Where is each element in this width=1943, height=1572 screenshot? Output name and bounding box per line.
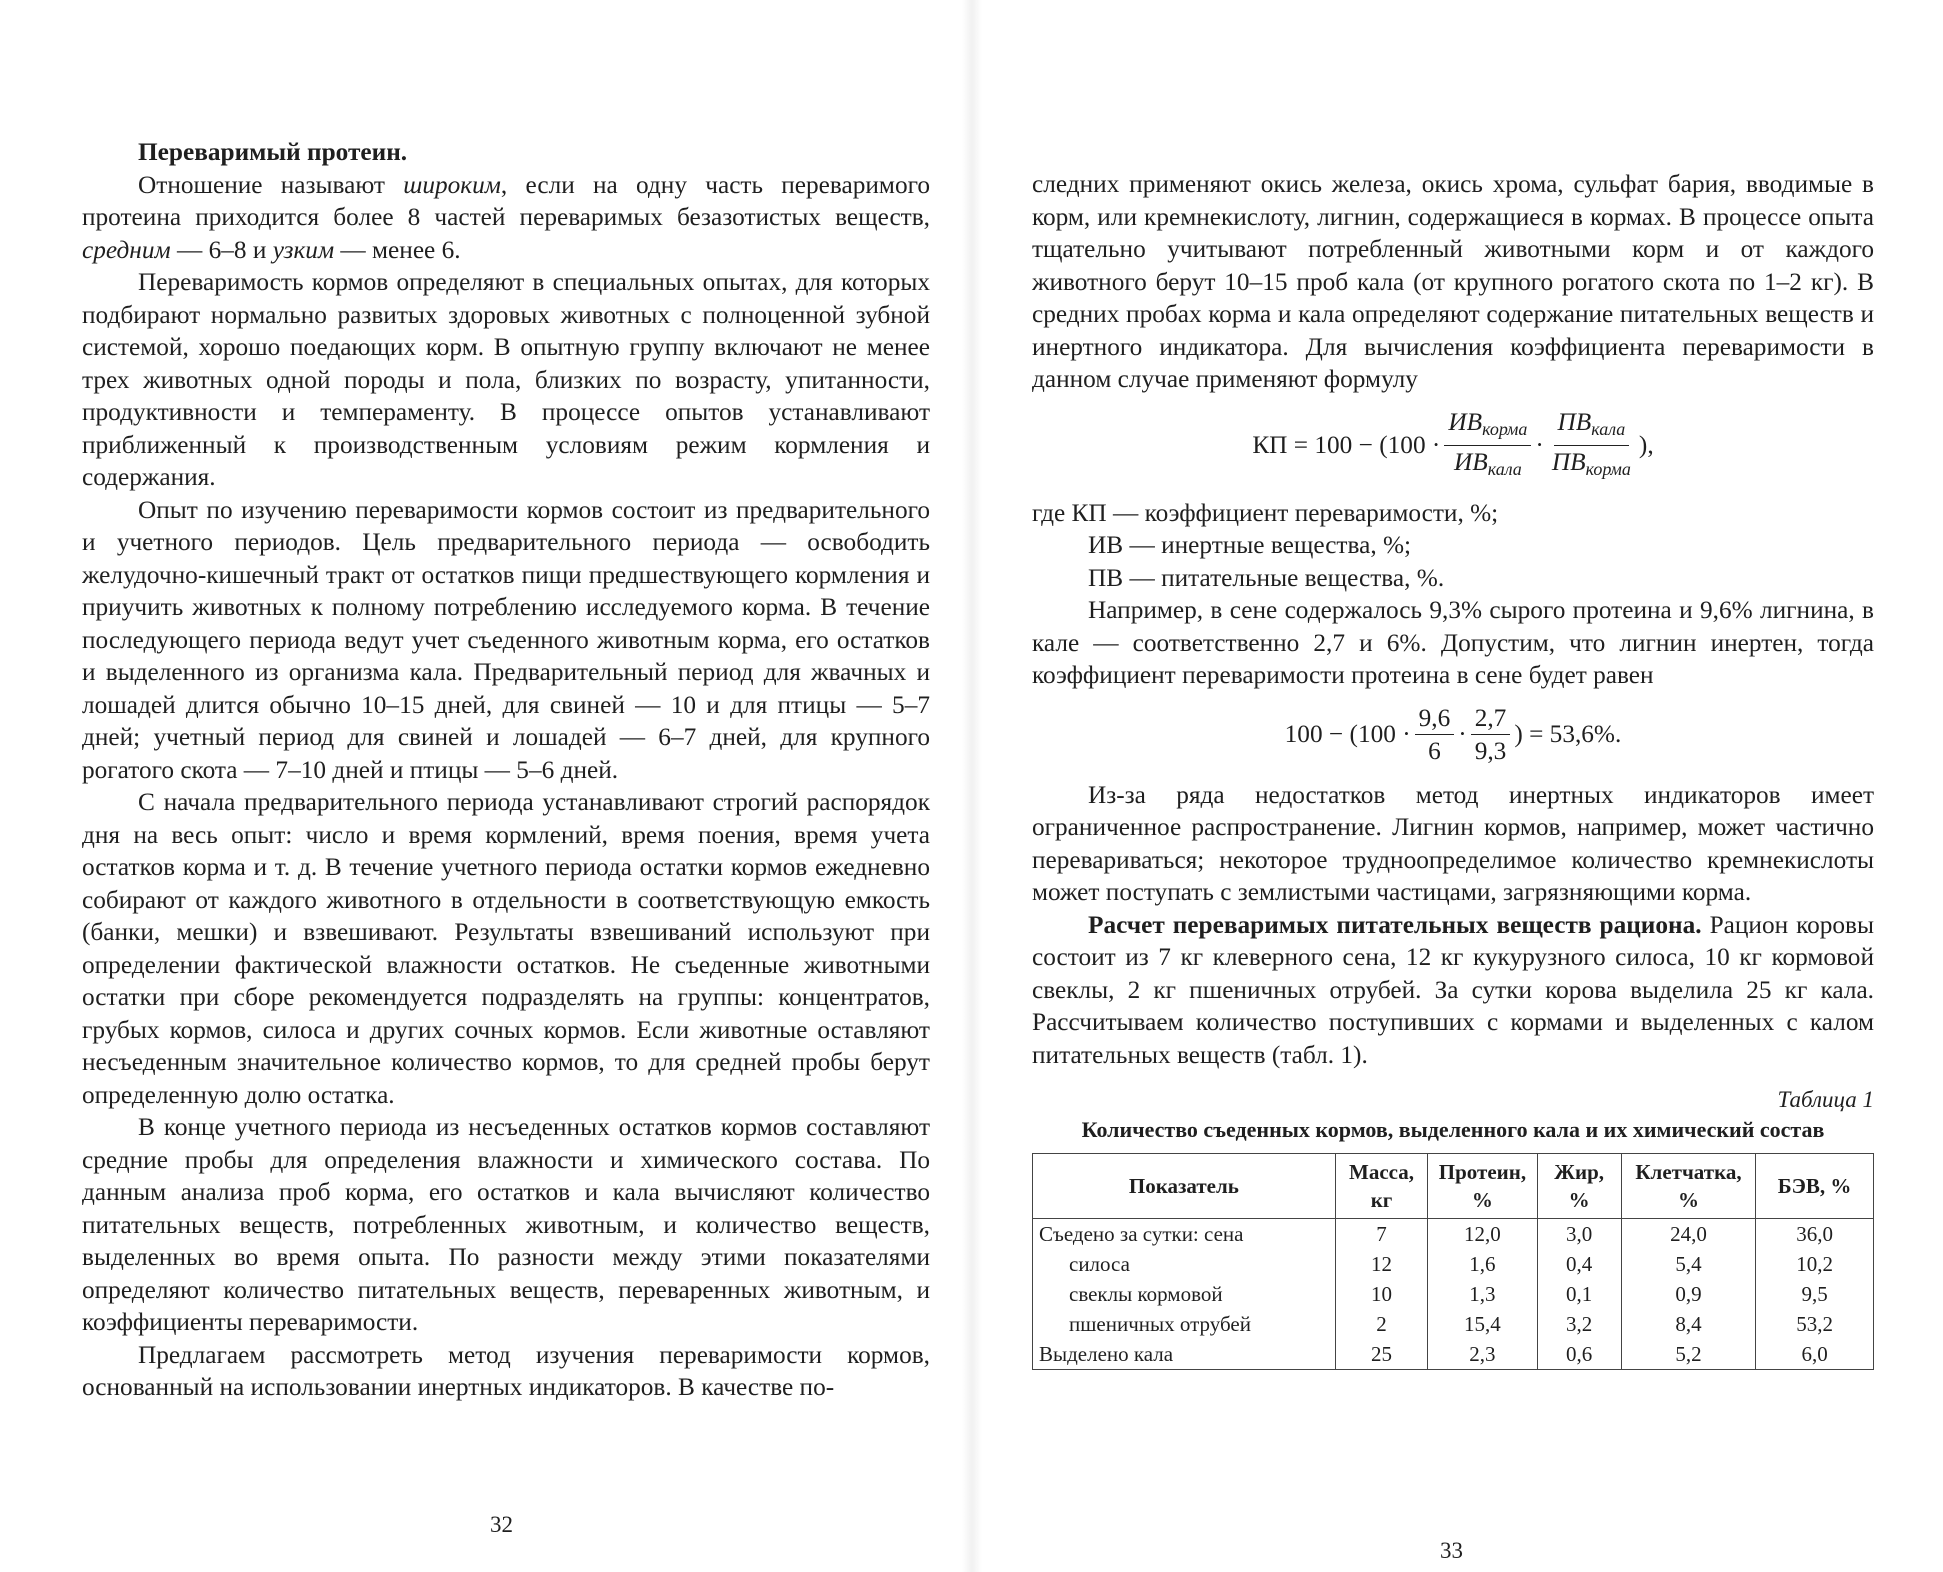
formula-digestibility-coefficient: КП = 100 − (100 · $\frac{ИВ_{корма}}{ИВ_{кала}}$ · $\frac{ПВ_{кала}}{ПВ_{корма}}$ ), [1032,406,1874,485]
definition-iv: ИВ — инертные вещества, %; [1088,531,1412,559]
header-fiber: Клетчатка, % [1621,1154,1756,1219]
paragraph-indicators: следних применяют окись железа, окись хрома, сульфат бария, вводимые в корм, или кремнекислоту, лигнин, содержащиеся в кормах. В процессе опыта тщательно учитывают потребленный животными корм и от каждого животного берут 10–15 проб кала (от крупного рогатого скота по 1–2 кг). В средних пробах корма и кала определяют содержание питательных веществ и инертного индикатора. Для вычисления коэффициента переваримости в данном случае применяют формулу [1032,170,1874,393]
definition-kp: где КП — коэффициент переваримости, %; [1032,498,1499,527]
page-number-right: 33 [1440,1538,1463,1563]
header-fat: Жир, % [1537,1154,1621,1219]
right-page-text [1032,168,1874,1370]
paragraph-ratio: Отношение называют широким, если на одну часть переваримого протеина приходится более 8 частей переваримых безазотистых веществ, средним — 6–8 и узким — менее 6. [82,170,930,264]
feed-composition-table [1032,1153,1874,1370]
fraction-inert: $\frac{ИВ_{корма}}{ИВ_{кала}}$ [1444,406,1531,485]
table-row: Выделено кала 25 2,3 0,6 5,2 6,0 [1033,1339,1874,1370]
fraction-protein: $\frac{2,7}{9,3}$ [1471,702,1511,767]
paragraph-inert-method: Предлагаем рассмотреть метод изучения переваримости кормов, основанный на использовании инертных индикаторов. В качестве по- [82,1340,930,1401]
header-nfe: БЭВ, % [1756,1154,1874,1219]
section-heading: Переваримый протеин. [138,138,408,166]
table-title: Количество съеденных кормов, выделенного кала и их химический состав [1081,1117,1825,1142]
paragraph-experiment: Опыт по изучению переваримости кормов состоит из предварительного и учетного периодов. Цель предварительного периода — освободить желудочно-кишечный тракт от остатков пищи предшествующего кормления и приучить животных к полному потреблению исследуемого корма. В течение последующего периода ведут учет съеденного животным корма, его остатков и выделенного из организма кала. Предварительный период для жвачных и лошадей длится обычно 10–15 дней, для свиней — 10 и для птицы — 5–7 дней; учетный период для свиней и лошадей — 6–7 дней, для крупного рогатого скота — 7–10 дней и птицы — 5–6 дней. [82,495,930,784]
fraction-nutrient: $\frac{ПВ_{кала}}{ПВ_{корма}}$ [1551,407,1631,479]
fraction-lignin: $\frac{9,6}{6}$ [1415,702,1455,767]
paragraph-limitations: Из-за ряда недостатков метод инертных индикаторов имеет ограниченное распространение. Лигнин кормов, например, может частично перевариваться; некоторое трудноопределимое количество кремнекислоты может поступать с землистыми частицами, загрязняющими корма. [1032,780,1874,906]
header-mass: Масса, кг [1335,1154,1428,1219]
table-row: пшеничных отрубей 2 15,4 3,2 8,4 53,2 [1033,1309,1874,1339]
paragraph-samples: В конце учетного периода из несъеденных остатков кормов составляют средние пробы для определения влажности и химического состава. По данным анализа проб корма, его остатков и кала вычисляют количество питательных веществ, потребленных животным, и количество веществ, выделенных во время опыта. По разности между этими показателями определяют количество питательных веществ, переваренных животным, и коэффициенты переваримости. [82,1113,930,1336]
paragraph-ration: Расчет переваримых питательных веществ рациона. Рацион коровы состоит из 7 кг клеверного сена, 12 кг кукурузного силоса, 10 кг кормовой свеклы, 2 кг пшеничных отрубей. За сутки корова выделила 25 кг кала. Рассчитываем количество поступивших с кормами и выделенных с калом питательных веществ (табл. 1). [1032,910,1874,1069]
paragraph-schedule: С начала предварительного периода устанавливают строгий распорядок дня на весь опыт: число и время кормлений, время поения, время учета остатков корма и т. д. В течение учетного периода остатки кормов ежедневно собирают от каждого животного в отдельности в соответствующую емкость (банки, мешки) и взвешивают. Результаты взвешиваний используют при определении фактической влажности остатков. Не съеденные животными остатки при сборе рекомендуется подразделять на группы: концентратов, грубых кормов, силоса и других сочных кормов. Если животные оставляют несъеденным значительное количество кормов, то для средней пробы берут определенную долю остатка. [82,788,930,1109]
formula-example: 100 − (100 · $\frac{9,6}{6}$ · $\frac{2,7}{9,3}$ ) = 53,6%. [1284,703,1622,765]
header-protein: Протеин, % [1428,1154,1537,1219]
table-caption: Таблица 1 [1777,1087,1874,1112]
right-page [972,0,1943,1572]
table-row: Съедено за сутки: сена 7 12,0 3,0 24,0 36,0 [1033,1219,1874,1250]
paragraph-digestibility: Переваримость кормов определяют в специальных опытах, для которых подбирают нормально развитых здоровых животных с полноценной зубной системой, хорошо поедающих корм. В опытную группу включают не менее трех животных одной породы и пола, близких по возрасту, упитанности, продуктивности и темпераменту. В процессе опытов устанавливают приближенный к производственным условиям режим кормления и содержания. [82,268,930,491]
page-number-left: 32 [490,1512,513,1537]
header-indicator: Показатель [1033,1154,1336,1219]
left-page-text [82,136,930,1404]
table-row: свеклы кормовой 10 1,3 0,1 0,9 9,5 [1033,1279,1874,1309]
table-row: силоса 12 1,6 0,4 5,4 10,2 [1033,1249,1874,1279]
paragraph-example: Например, в сене содержалось 9,3% сырого протеина и 9,6% лигнина, в кале — соответственно 2,7 и 6%. Допустим, что лигнин инертен, тогда коэффициент переваримости протеина в сене будет равен [1032,596,1874,689]
definition-pv: ПВ — питательные вещества, %. [1088,563,1445,592]
table-header-row [1033,1154,1874,1219]
